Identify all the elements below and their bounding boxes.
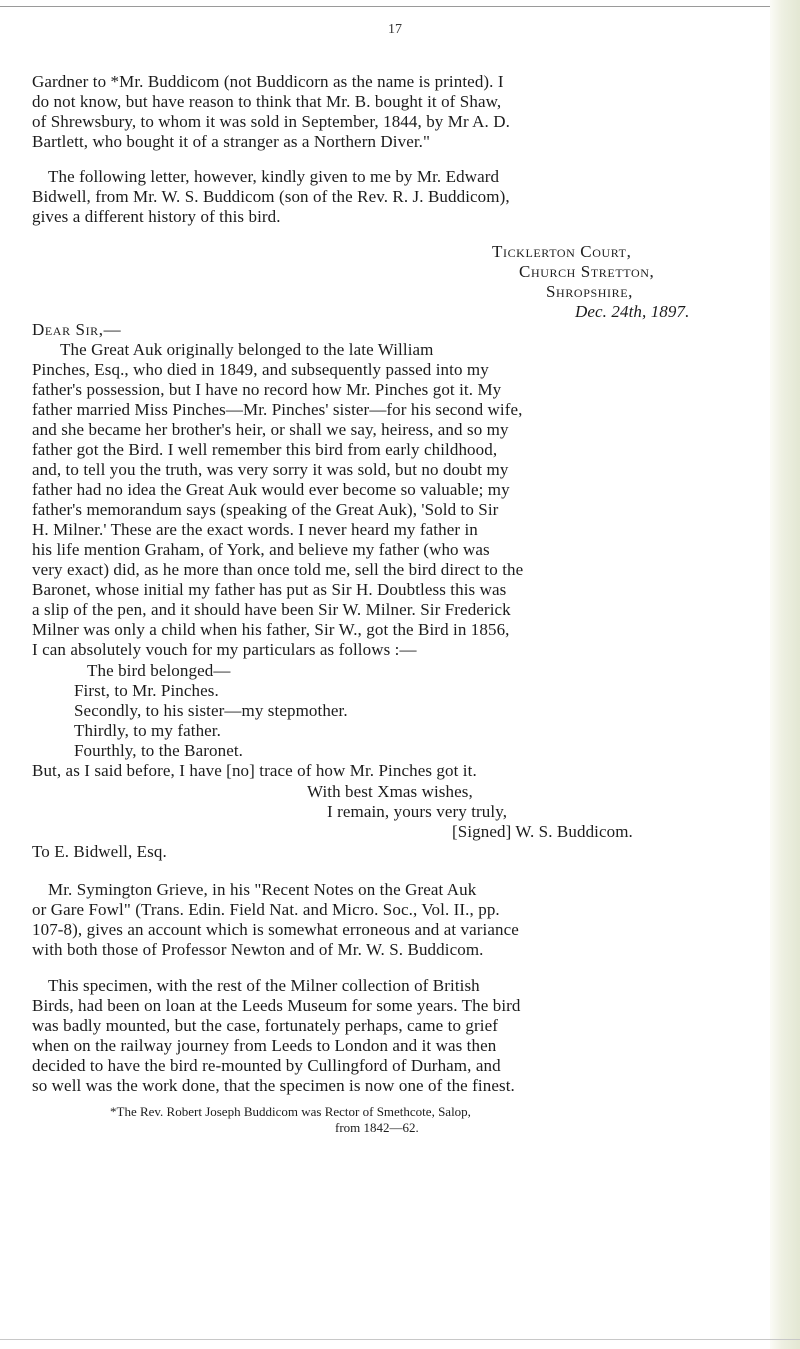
page-number: 17 bbox=[388, 22, 402, 37]
para3-line: 107-8), gives an account which is somewhat erroneous and at variance bbox=[32, 920, 519, 939]
letter-line: The Great Auk originally belonged to the late William bbox=[60, 340, 434, 359]
footnote-line: *The Rev. Robert Joseph Buddicom was Rector of Smethcote, Salop, bbox=[110, 1104, 471, 1119]
letter-line: very exact) did, as he more than once told me, sell the bird direct to the bbox=[32, 560, 524, 579]
para2-line: Bidwell, from Mr. W. S. Buddicom (son of the Rev. R. J. Buddicom), bbox=[32, 187, 510, 206]
letter-line: his life mention Graham, of York, and believe my father (who was bbox=[32, 540, 490, 559]
letter-line: and she became her brother's heir, or shall we say, heiress, and so my bbox=[32, 420, 509, 439]
para1-line: of Shrewsbury, to whom it was sold in September, 1844, by Mr A. D. bbox=[32, 112, 510, 131]
para4-line: This specimen, with the rest of the Milner collection of British bbox=[48, 976, 480, 995]
letter-line: father had no idea the Great Auk would ever become so valuable; my bbox=[32, 480, 510, 499]
letter-line: father married Miss Pinches—Mr. Pinches' sister—for his second wife, bbox=[32, 400, 523, 419]
closing-line: With best Xmas wishes, bbox=[307, 782, 473, 801]
salutation: Dear Sir,— bbox=[32, 320, 122, 339]
top-rule bbox=[0, 6, 790, 7]
list-item: Secondly, to his sister—my stepmother. bbox=[74, 701, 348, 720]
para1-line: Bartlett, who bought it of a stranger as a Northern Diver." bbox=[32, 132, 431, 151]
letter-line: and, to tell you the truth, was very sorry it was sold, but no doubt my bbox=[32, 460, 509, 479]
bottom-rule bbox=[0, 1339, 800, 1340]
letter-line: Baronet, whose initial my father has put as Sir H. Doubtless this was bbox=[32, 580, 507, 599]
letter-line: H. Milner.' These are the exact words. I never heard my father in bbox=[32, 520, 478, 539]
letter-line: Milner was only a child when his father, Sir W., got the Bird in 1856, bbox=[32, 620, 510, 639]
para3-line: Mr. Symington Grieve, in his "Recent Notes on the Great Auk bbox=[48, 880, 477, 899]
list-item: Thirdly, to my father. bbox=[74, 721, 221, 740]
para4-line: decided to have the bird re-mounted by Cullingford of Durham, and bbox=[32, 1056, 501, 1075]
letter-date: Dec. 24th, 1897. bbox=[575, 302, 690, 321]
para3-line: with both those of Professor Newton and of Mr. W. S. Buddicom. bbox=[32, 940, 484, 959]
page-edge-shading bbox=[770, 0, 800, 1349]
address-line: Ticklerton Court, bbox=[492, 242, 632, 261]
letter-line: father got the Bird. I well remember this bird from early childhood, bbox=[32, 440, 498, 459]
signature: [Signed] W. S. Buddicom. bbox=[452, 822, 633, 841]
para4-line: was badly mounted, but the case, fortunately perhaps, came to grief bbox=[32, 1016, 499, 1035]
para2-line: The following letter, however, kindly given to me by Mr. Edward bbox=[48, 167, 500, 186]
para1-line: Gardner to *Mr. Buddicom (not Buddicorn as the name is printed). I bbox=[32, 72, 504, 91]
para4-line: Birds, had been on loan at the Leeds Museum for some years. The bird bbox=[32, 996, 521, 1015]
para4-line: so well was the work done, that the specimen is now one of the finest. bbox=[32, 1076, 515, 1095]
footnote-line: from 1842—62. bbox=[335, 1120, 419, 1135]
para1-line: do not know, but have reason to think that Mr. B. bought it of Shaw, bbox=[32, 92, 502, 111]
letter-line: I can absolutely vouch for my particulars as follows :— bbox=[32, 640, 417, 659]
after-list-line: But, as I said before, I have [no] trace of how Mr. Pinches got it. bbox=[32, 761, 477, 780]
letter-line: a slip of the pen, and it should have been Sir W. Milner. Sir Frederick bbox=[32, 600, 511, 619]
para2-line: gives a different history of this bird. bbox=[32, 207, 281, 226]
list-item: Fourthly, to the Baronet. bbox=[74, 741, 244, 760]
closing-line: I remain, yours very truly, bbox=[327, 802, 508, 821]
letter-line: Pinches, Esq., who died in 1849, and subsequently passed into my bbox=[32, 360, 489, 379]
list-item: First, to Mr. Pinches. bbox=[74, 681, 219, 700]
letter-line: father's memorandum says (speaking of the Great Auk), 'Sold to Sir bbox=[32, 500, 499, 519]
letter-line: father's possession, but I have no record how Mr. Pinches got it. My bbox=[32, 380, 502, 399]
list-intro: The bird belonged— bbox=[87, 661, 231, 680]
addressee: To E. Bidwell, Esq. bbox=[32, 842, 167, 861]
para4-line: when on the railway journey from Leeds to London and it was then bbox=[32, 1036, 497, 1055]
address-line: Church Stretton, bbox=[519, 262, 655, 281]
para3-line: or Gare Fowl" (Trans. Edin. Field Nat. and Micro. Soc., Vol. II., pp. bbox=[32, 900, 500, 919]
address-line: Shropshire, bbox=[546, 282, 633, 301]
